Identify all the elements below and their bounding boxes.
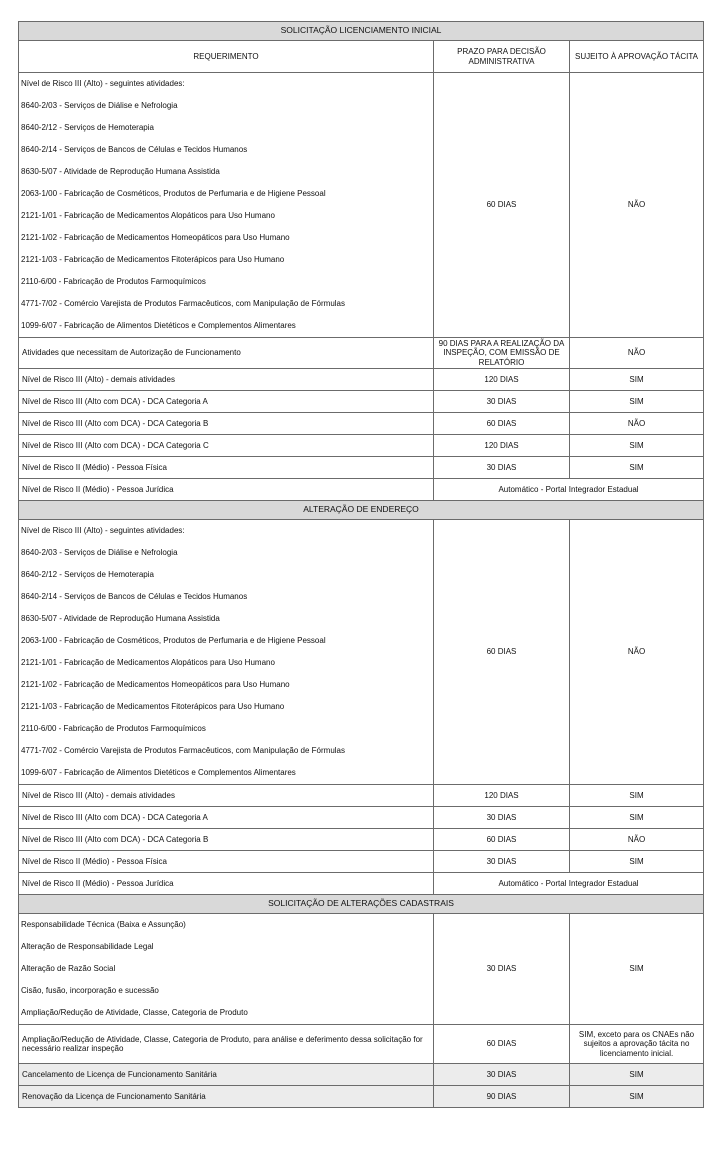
activity-group-row [19,73,704,338]
activity-item: 1099-6/07 - Fabricação de Alimentos Dietéticos e Complementos Alimentares [21,321,296,330]
requerimento-cell: Nível de Risco III (Alto com DCA) - DCA Categoria A [19,807,434,829]
prazo-cell: 30 DIAS [434,914,570,1025]
table-row [19,807,704,829]
sujeito-cell: SIM [570,369,704,391]
activity-item: 2121-1/01 - Fabricação de Medicamentos Alopáticos para Uso Humano [21,658,275,667]
table-row [19,785,704,807]
cadastral-item: Cisão, fusão, incorporação e sucessão [21,986,159,995]
table-row-highlighted [19,1064,704,1086]
activity-item: 8640-2/12 - Serviços de Hemoterapia [21,123,154,132]
prazo-cell: 60 DIAS [434,1025,570,1064]
section-header-row [19,22,704,41]
sujeito-cell: SIM, exceto para os CNAEs não sujeitos a aprovação tácita no licenciamento inicial. [570,1025,704,1064]
requerimento-cell: Nível de Risco II (Médio) - Pessoa Jurídica [19,479,434,501]
activity-item: 8640-2/03 - Serviços de Diálise e Nefrologia [21,548,178,557]
requerimento-cell: Nível de Risco III (Alto com DCA) - DCA Categoria C [19,435,434,457]
sujeito-cell: SIM [570,1086,704,1108]
prazo-cell: 30 DIAS [434,807,570,829]
portal-merged-cell: Automático - Portal Integrador Estadual [434,479,704,501]
activity-item: Nível de Risco III (Alto) - seguintes atividades: [21,79,185,88]
sujeito-cell: SIM [570,391,704,413]
requerimento-cell: Nível de Risco III (Alto com DCA) - DCA Categoria A [19,391,434,413]
activity-item: 2121-1/03 - Fabricação de Medicamentos Fitoterápicos para Uso Humano [21,255,285,264]
sujeito-cell: NÃO [570,413,704,435]
requerimento-cell: Nível de Risco III (Alto com DCA) - DCA Categoria B [19,413,434,435]
requerimento-cell: Ampliação/Redução de Atividade, Classe, Categoria de Produto, para análise e deferimento dessa solicitação for necessário realizar inspeção [19,1025,434,1064]
section-title-licenciamento-inicial: SOLICITAÇÃO LICENCIAMENTO INICIAL [19,22,704,41]
activity-item: 2121-1/02 - Fabricação de Medicamentos Homeopáticos para Uso Humano [21,233,290,242]
activity-item: 8640-2/12 - Serviços de Hemoterapia [21,570,154,579]
cadastral-item: Alteração de Razão Social [21,964,116,973]
sujeito-cell: SIM [570,435,704,457]
portal-merged-cell: Automático - Portal Integrador Estadual [434,873,704,895]
requerimento-cell: Renovação da Licença de Funcionamento Sanitária [19,1086,434,1108]
sujeito-cell: NÃO [570,520,704,785]
prazo-cell: 60 DIAS [434,413,570,435]
prazo-cell: 30 DIAS [434,1064,570,1086]
sujeito-cell: SIM [570,807,704,829]
prazo-cell: 120 DIAS [434,785,570,807]
prazo-cell: 120 DIAS [434,435,570,457]
activity-item: 2063-1/00 - Fabricação de Cosméticos, Produtos de Perfumaria e de Higiene Pessoal [21,636,326,645]
sujeito-cell: SIM [570,851,704,873]
table-row [19,851,704,873]
sujeito-cell: SIM [570,457,704,479]
prazo-cell: 30 DIAS [434,851,570,873]
requerimento-cell: Cancelamento de Licença de Funcionamento Sanitária [19,1064,434,1086]
activity-list-cell [19,73,434,338]
activity-item: 2110-6/00 - Fabricação de Produtos Farmoquímicos [21,277,206,286]
licensing-table-document [18,21,703,1108]
requerimento-cell: Atividades que necessitam de Autorização de Funcionamento [19,338,434,369]
table-row-highlighted [19,1086,704,1108]
cadastral-group-row [19,914,704,1025]
activity-item: 8640-2/03 - Serviços de Diálise e Nefrologia [21,101,178,110]
header-sujeito: SUJEITO À APROVAÇÃO TÁCITA [570,41,704,73]
licensing-deadlines-table [18,21,704,1108]
cadastral-item: Ampliação/Redução de Atividade, Classe, Categoria de Produto [21,1008,248,1017]
activity-item: 8640-2/14 - Serviços de Bancos de Células e Tecidos Humanos [21,145,248,154]
activity-item: 1099-6/07 - Fabricação de Alimentos Dietéticos e Complementos Alimentares [21,768,296,777]
cadastral-item: Alteração de Responsabilidade Legal [21,942,154,951]
sujeito-cell: SIM [570,785,704,807]
activity-item: 2121-1/03 - Fabricação de Medicamentos Fitoterápicos para Uso Humano [21,702,285,711]
table-row [19,369,704,391]
table-row [19,479,704,501]
prazo-cell: 120 DIAS [434,369,570,391]
activity-item: 2121-1/01 - Fabricação de Medicamentos Alopáticos para Uso Humano [21,211,275,220]
cadastral-list-cell [19,914,434,1025]
table-row [19,829,704,851]
activity-item: 8630-5/07 - Atividade de Reprodução Humana Assistida [21,614,220,623]
cadastral-item: Responsabilidade Técnica (Baixa e Assunção) [21,920,186,929]
header-prazo: PRAZO PARA DECISÃO ADMINISTRATIVA [434,41,570,73]
sujeito-cell: SIM [570,914,704,1025]
column-header-row [19,41,704,73]
requerimento-cell: Nível de Risco II (Médio) - Pessoa Jurídica [19,873,434,895]
table-row [19,457,704,479]
activity-item: 2110-6/00 - Fabricação de Produtos Farmoquímicos [21,724,206,733]
sujeito-cell: SIM [570,1064,704,1086]
prazo-cell: 90 DIAS PARA A REALIZAÇÃO DA INSPEÇÃO, COM EMISSÃO DE RELATÓRIO [434,338,570,369]
activity-item: 8630-5/07 - Atividade de Reprodução Humana Assistida [21,167,220,176]
requerimento-cell: Nível de Risco II (Médio) - Pessoa Física [19,851,434,873]
prazo-cell: 60 DIAS [434,829,570,851]
header-requerimento: REQUERIMENTO [19,41,434,73]
table-row [19,391,704,413]
table-row [19,873,704,895]
section-header-row [19,895,704,914]
prazo-cell: 30 DIAS [434,457,570,479]
activity-list-cell [19,520,434,785]
prazo-cell: 30 DIAS [434,391,570,413]
table-row [19,338,704,369]
table-row [19,435,704,457]
requerimento-cell: Nível de Risco II (Médio) - Pessoa Física [19,457,434,479]
activity-item: 4771-7/02 - Comércio Varejista de Produtos Farmacêuticos, com Manipulação de Fórmulas [21,746,345,755]
prazo-cell: 60 DIAS [434,73,570,338]
activity-group-row [19,520,704,785]
activity-item: Nível de Risco III (Alto) - seguintes atividades: [21,526,185,535]
section-title-alteracoes-cadastrais: SOLICITAÇÃO DE ALTERAÇÕES CADASTRAIS [19,895,704,914]
sujeito-cell: NÃO [570,73,704,338]
section-title-alteracao-endereco: ALTERAÇÃO DE ENDEREÇO [19,501,704,520]
activity-item: 8640-2/14 - Serviços de Bancos de Células e Tecidos Humanos [21,592,248,601]
prazo-cell: 60 DIAS [434,520,570,785]
activity-item: 2063-1/00 - Fabricação de Cosméticos, Produtos de Perfumaria e de Higiene Pessoal [21,189,326,198]
requerimento-cell: Nível de Risco III (Alto) - demais atividades [19,369,434,391]
requerimento-cell: Nível de Risco III (Alto com DCA) - DCA Categoria B [19,829,434,851]
prazo-cell: 90 DIAS [434,1086,570,1108]
table-row [19,1025,704,1064]
section-header-row [19,501,704,520]
activity-item: 2121-1/02 - Fabricação de Medicamentos Homeopáticos para Uso Humano [21,680,290,689]
sujeito-cell: NÃO [570,338,704,369]
table-row [19,413,704,435]
activity-item: 4771-7/02 - Comércio Varejista de Produtos Farmacêuticos, com Manipulação de Fórmulas [21,299,345,308]
requerimento-cell: Nível de Risco III (Alto) - demais atividades [19,785,434,807]
sujeito-cell: NÃO [570,829,704,851]
